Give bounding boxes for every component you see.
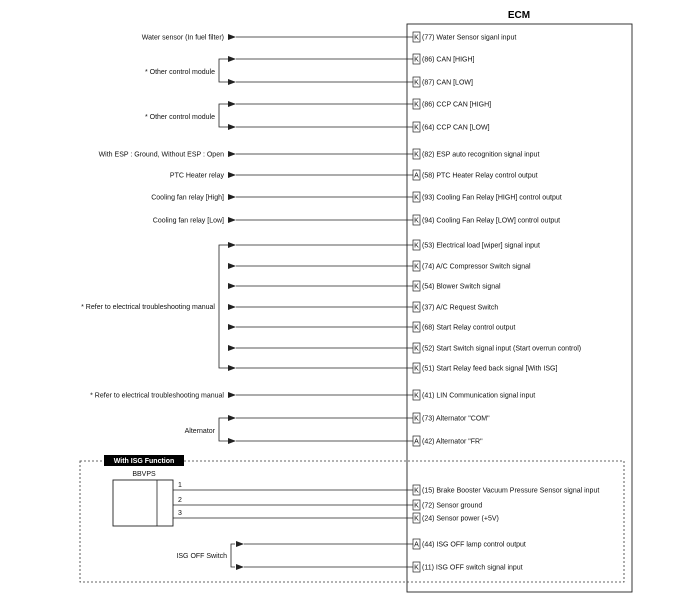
pin-signal-label: (58) PTC Heater Relay control output	[422, 172, 538, 180]
pin-connector-tag: K	[414, 242, 419, 250]
pin-signal-label: (68) Start Relay control output	[422, 324, 516, 332]
isg-off-switch-label: ISG OFF Switch	[176, 553, 227, 560]
pin-connector-tag: K	[414, 304, 419, 312]
sensor-pin-number: 1	[178, 482, 182, 489]
pin-connector-tag: A	[414, 438, 419, 446]
pin-connector-tag: A	[414, 541, 419, 549]
pin-connector-tag: K	[414, 151, 419, 159]
pin-connector-tag: K	[414, 345, 419, 353]
pin-connector-tag: K	[414, 217, 419, 225]
bbvps-sensor-box	[113, 480, 173, 526]
external-device-label: Cooling fan relay [High]	[151, 194, 224, 202]
pin-signal-label: (86) CCP CAN [HIGH]	[422, 101, 492, 109]
external-device-label: PTC Heater relay	[169, 172, 224, 180]
pin-signal-label: (73) Alternator "COM"	[422, 415, 490, 423]
external-device-label: * Refer to electrical troubleshooting manual	[90, 392, 224, 400]
pin-connector-tag: K	[414, 487, 419, 495]
pin-connector-tag: K	[414, 392, 419, 400]
pin-connector-tag: K	[414, 194, 419, 202]
bracket-alternator	[219, 418, 235, 441]
pin-connector-tag: K	[414, 263, 419, 271]
bracket-isg-off-switch	[231, 544, 235, 567]
pin-connector-tag: K	[414, 283, 419, 291]
pin-signal-label: (72) Sensor ground	[422, 502, 483, 510]
pin-signal-label: (44) ISG OFF lamp control output	[422, 541, 526, 549]
external-device-label: Water sensor (In fuel filter)	[141, 34, 224, 42]
pin-signal-label: (54) Blower Switch signal	[422, 283, 501, 291]
pin-signal-label: (53) Electrical load [wiper] signal input	[422, 242, 540, 250]
pin-connector-tag: K	[414, 79, 419, 87]
pin-connector-tag: K	[414, 365, 419, 373]
pin-signal-label: (74) A/C Compressor Switch signal	[422, 263, 531, 271]
pin-signal-label: (37) A/C Request Switch	[422, 304, 499, 312]
pin-signal-label: (42) Alternator "FR"	[422, 438, 483, 446]
bracket-other-control-2	[219, 104, 235, 127]
bbvps-sensor-name: BBVPS	[132, 471, 156, 478]
pin-connector-tag: K	[414, 502, 419, 510]
pin-connector-tag: K	[414, 324, 419, 332]
group-label-refer-manual: * Refer to electrical troubleshooting manual	[81, 304, 215, 311]
pin-signal-label: (82) ESP auto recognition signal input	[422, 151, 540, 159]
bracket-other-control-1	[219, 59, 235, 82]
pin-connector-tag: K	[414, 101, 419, 109]
external-device-label: With ESP : Ground, Without ESP : Open	[98, 151, 224, 159]
group-label-other-control-1: * Other control module	[144, 69, 215, 76]
pin-connector-tag: K	[414, 124, 419, 132]
isg-header-label: With ISG Function	[113, 458, 175, 465]
sensor-pin-number: 2	[178, 497, 182, 504]
pin-signal-label: (94) Cooling Fan Relay [LOW] control output	[422, 217, 561, 225]
pin-connector-tag: K	[414, 564, 419, 572]
ecm-title: ECM	[507, 10, 531, 21]
pin-signal-label: (87) CAN [LOW]	[422, 79, 473, 87]
pin-signal-label: (77) Water Sensor siganl input	[422, 34, 517, 42]
pin-connector-tag: K	[414, 415, 419, 423]
bracket-refer-manual	[219, 245, 235, 368]
sensor-pin-number: 3	[178, 510, 182, 517]
pin-signal-label: (24) Sensor power (+5V)	[422, 515, 499, 523]
pin-signal-label: (15) Brake Booster Vacuum Pressure Sensor signal input	[422, 487, 600, 495]
pin-signal-label: (86) CAN [HIGH]	[422, 56, 475, 64]
pin-signal-label: (52) Start Switch signal input (Start overrun control)	[422, 345, 582, 353]
pin-connector-tag: K	[414, 515, 419, 523]
pin-connector-tag: K	[414, 56, 419, 64]
pin-signal-label: (93) Cooling Fan Relay [HIGH] control output	[422, 194, 562, 202]
group-label-other-control-2: * Other control module	[144, 114, 215, 121]
pin-signal-label: (51) Start Relay feed back signal [With ISG]	[422, 365, 558, 373]
pin-signal-label: (64) CCP CAN [LOW]	[422, 124, 490, 132]
pin-signal-label: (41) LIN Communication signal input	[422, 392, 536, 400]
pin-signal-label: (11) ISG OFF switch signal input	[422, 564, 523, 572]
pin-connector-tag: A	[414, 172, 419, 180]
external-device-label: Cooling fan relay [Low]	[152, 217, 224, 225]
pin-connector-tag: K	[414, 34, 419, 42]
group-label-alternator: Alternator	[184, 428, 215, 435]
